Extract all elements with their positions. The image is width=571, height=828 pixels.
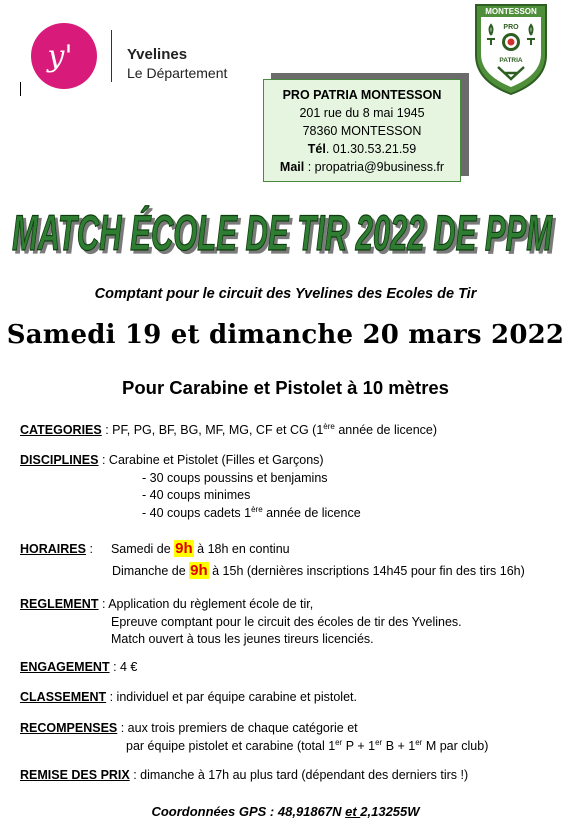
saturday-text-b: à 18h en continu <box>193 542 290 556</box>
club-address-box <box>263 79 461 182</box>
remise-label: REMISE DES PRIX <box>20 768 130 782</box>
mail-value: : propatria@9business.fr <box>304 160 445 174</box>
horaires-section <box>20 538 525 582</box>
recompenses-line2-d: M par club) <box>422 738 489 753</box>
gps-et: et <box>345 804 361 819</box>
club-name: PRO PATRIA MONTESSON <box>282 88 442 102</box>
gps-coordinates <box>0 804 571 819</box>
recompenses-sup3: er <box>415 737 423 747</box>
recompenses-text: : aux trois premiers de chaque catégorie et <box>117 721 358 735</box>
categories-sup: ère <box>323 421 335 431</box>
shield-top-text: MONTESSON <box>485 7 537 16</box>
event-weapons: Pour Carabine et Pistolet à 10 mètres <box>122 377 449 398</box>
disciplines-section <box>20 452 361 522</box>
engagement-label: ENGAGEMENT <box>20 660 110 674</box>
event-title-text: MATCH ÉCOLE DE TIR 2022 DE PPM <box>12 205 553 261</box>
reglement-section <box>20 596 462 649</box>
disciplines-line3 <box>20 505 361 523</box>
categories-text: PF, PG, BF, BG, MF, MG, CF et CG (1 <box>112 423 324 437</box>
disciplines-line3-b: année de licence <box>262 505 361 520</box>
remise-section <box>20 767 468 785</box>
saturday-text-a: Samedi de <box>110 542 175 556</box>
club-city: 78360 MONTESSON <box>302 124 422 138</box>
saturday-start-highlight: 9h <box>175 540 193 557</box>
text-cursor <box>20 82 21 96</box>
reglement-line2: Epreuve comptant pour le circuit des écoles de tir des Yvelines. <box>111 614 462 629</box>
disciplines-text: : Carabine et Pistolet (Filles et Garçons) <box>98 453 324 467</box>
horaires-sep: : <box>85 542 93 556</box>
recompenses-line2 <box>20 738 488 756</box>
recompenses-line2-a: par équipe pistolet et carabine (total 1 <box>126 738 336 753</box>
recompenses-section <box>20 720 488 755</box>
horaires-label: HORAIRES <box>20 542 86 556</box>
montesson-shield-logo <box>474 3 548 96</box>
shield-patria-text: PATRIA <box>499 57 523 64</box>
phone-value: . 01.30.53.21.59 <box>325 142 417 156</box>
event-subtitle: Comptant pour le circuit des Yvelines des Ecoles de Tir <box>94 286 477 302</box>
classement-section <box>20 689 357 707</box>
recompenses-label: RECOMPENSES <box>20 721 118 735</box>
classement-label: CLASSEMENT <box>20 690 107 704</box>
sunday-text-a: Dimanche de <box>112 564 190 578</box>
sunday-start-highlight: 9h <box>190 562 208 579</box>
engagement-text: : 4 € <box>109 660 138 674</box>
recompenses-line2-c: B + 1 <box>382 738 416 753</box>
gps-text-b: 2,13255W <box>360 804 420 819</box>
reglement-line3: Match ouvert à tous les jeunes tireurs licenciés. <box>111 632 374 646</box>
disciplines-line3-sup: ère <box>251 504 263 514</box>
classement-text: : individuel et par équipe carabine et pistolet. <box>106 690 357 704</box>
club-street: 201 rue du 8 mai 1945 <box>299 106 425 120</box>
gps-text-a: Coordonnées GPS : 48,91867N <box>151 804 346 819</box>
reglement-label: REGLEMENT <box>20 597 99 611</box>
department-subtitle: Le Département <box>127 65 228 81</box>
disciplines-line1: - 30 coups poussins et benjamins <box>142 470 328 485</box>
logo-divider <box>111 30 112 82</box>
recompenses-line2-b: P + 1 <box>342 738 376 753</box>
reglement-text: : Application du règlement école de tir, <box>98 597 314 611</box>
disciplines-line3-a: - 40 coups cadets 1 <box>142 505 252 520</box>
recompenses-sup2: er <box>375 737 383 747</box>
disciplines-label: DISCIPLINES <box>20 453 99 467</box>
engagement-section <box>20 659 137 677</box>
disciplines-line2: - 40 coups minimes <box>142 488 251 502</box>
phone-label: Tél <box>307 142 326 156</box>
categories-label: CATEGORIES <box>20 423 102 437</box>
remise-text: : dimanche à 17h au plus tard (dépendant des derniers tirs !) <box>129 768 469 782</box>
categories-sep: : <box>101 423 113 437</box>
yvelines-logo-glyph: y' <box>47 39 73 74</box>
yvelines-logo <box>30 22 98 90</box>
event-title <box>0 188 571 278</box>
department-name: Yvelines <box>127 46 188 63</box>
categories-section <box>20 422 437 440</box>
mail-label: Mail <box>279 160 305 174</box>
recompenses-sup1: er <box>335 737 343 747</box>
club-mail <box>264 158 460 176</box>
sunday-text-b: à 15h (dernières inscriptions 14h45 pour fin des tirs 16h) <box>208 564 525 578</box>
categories-text2: année de licence) <box>334 423 438 437</box>
event-dates: Samedi 19 et dimanche 20 mars 2022 <box>6 320 565 350</box>
shield-pro-text: PRO <box>503 24 519 31</box>
club-phone <box>264 140 460 158</box>
